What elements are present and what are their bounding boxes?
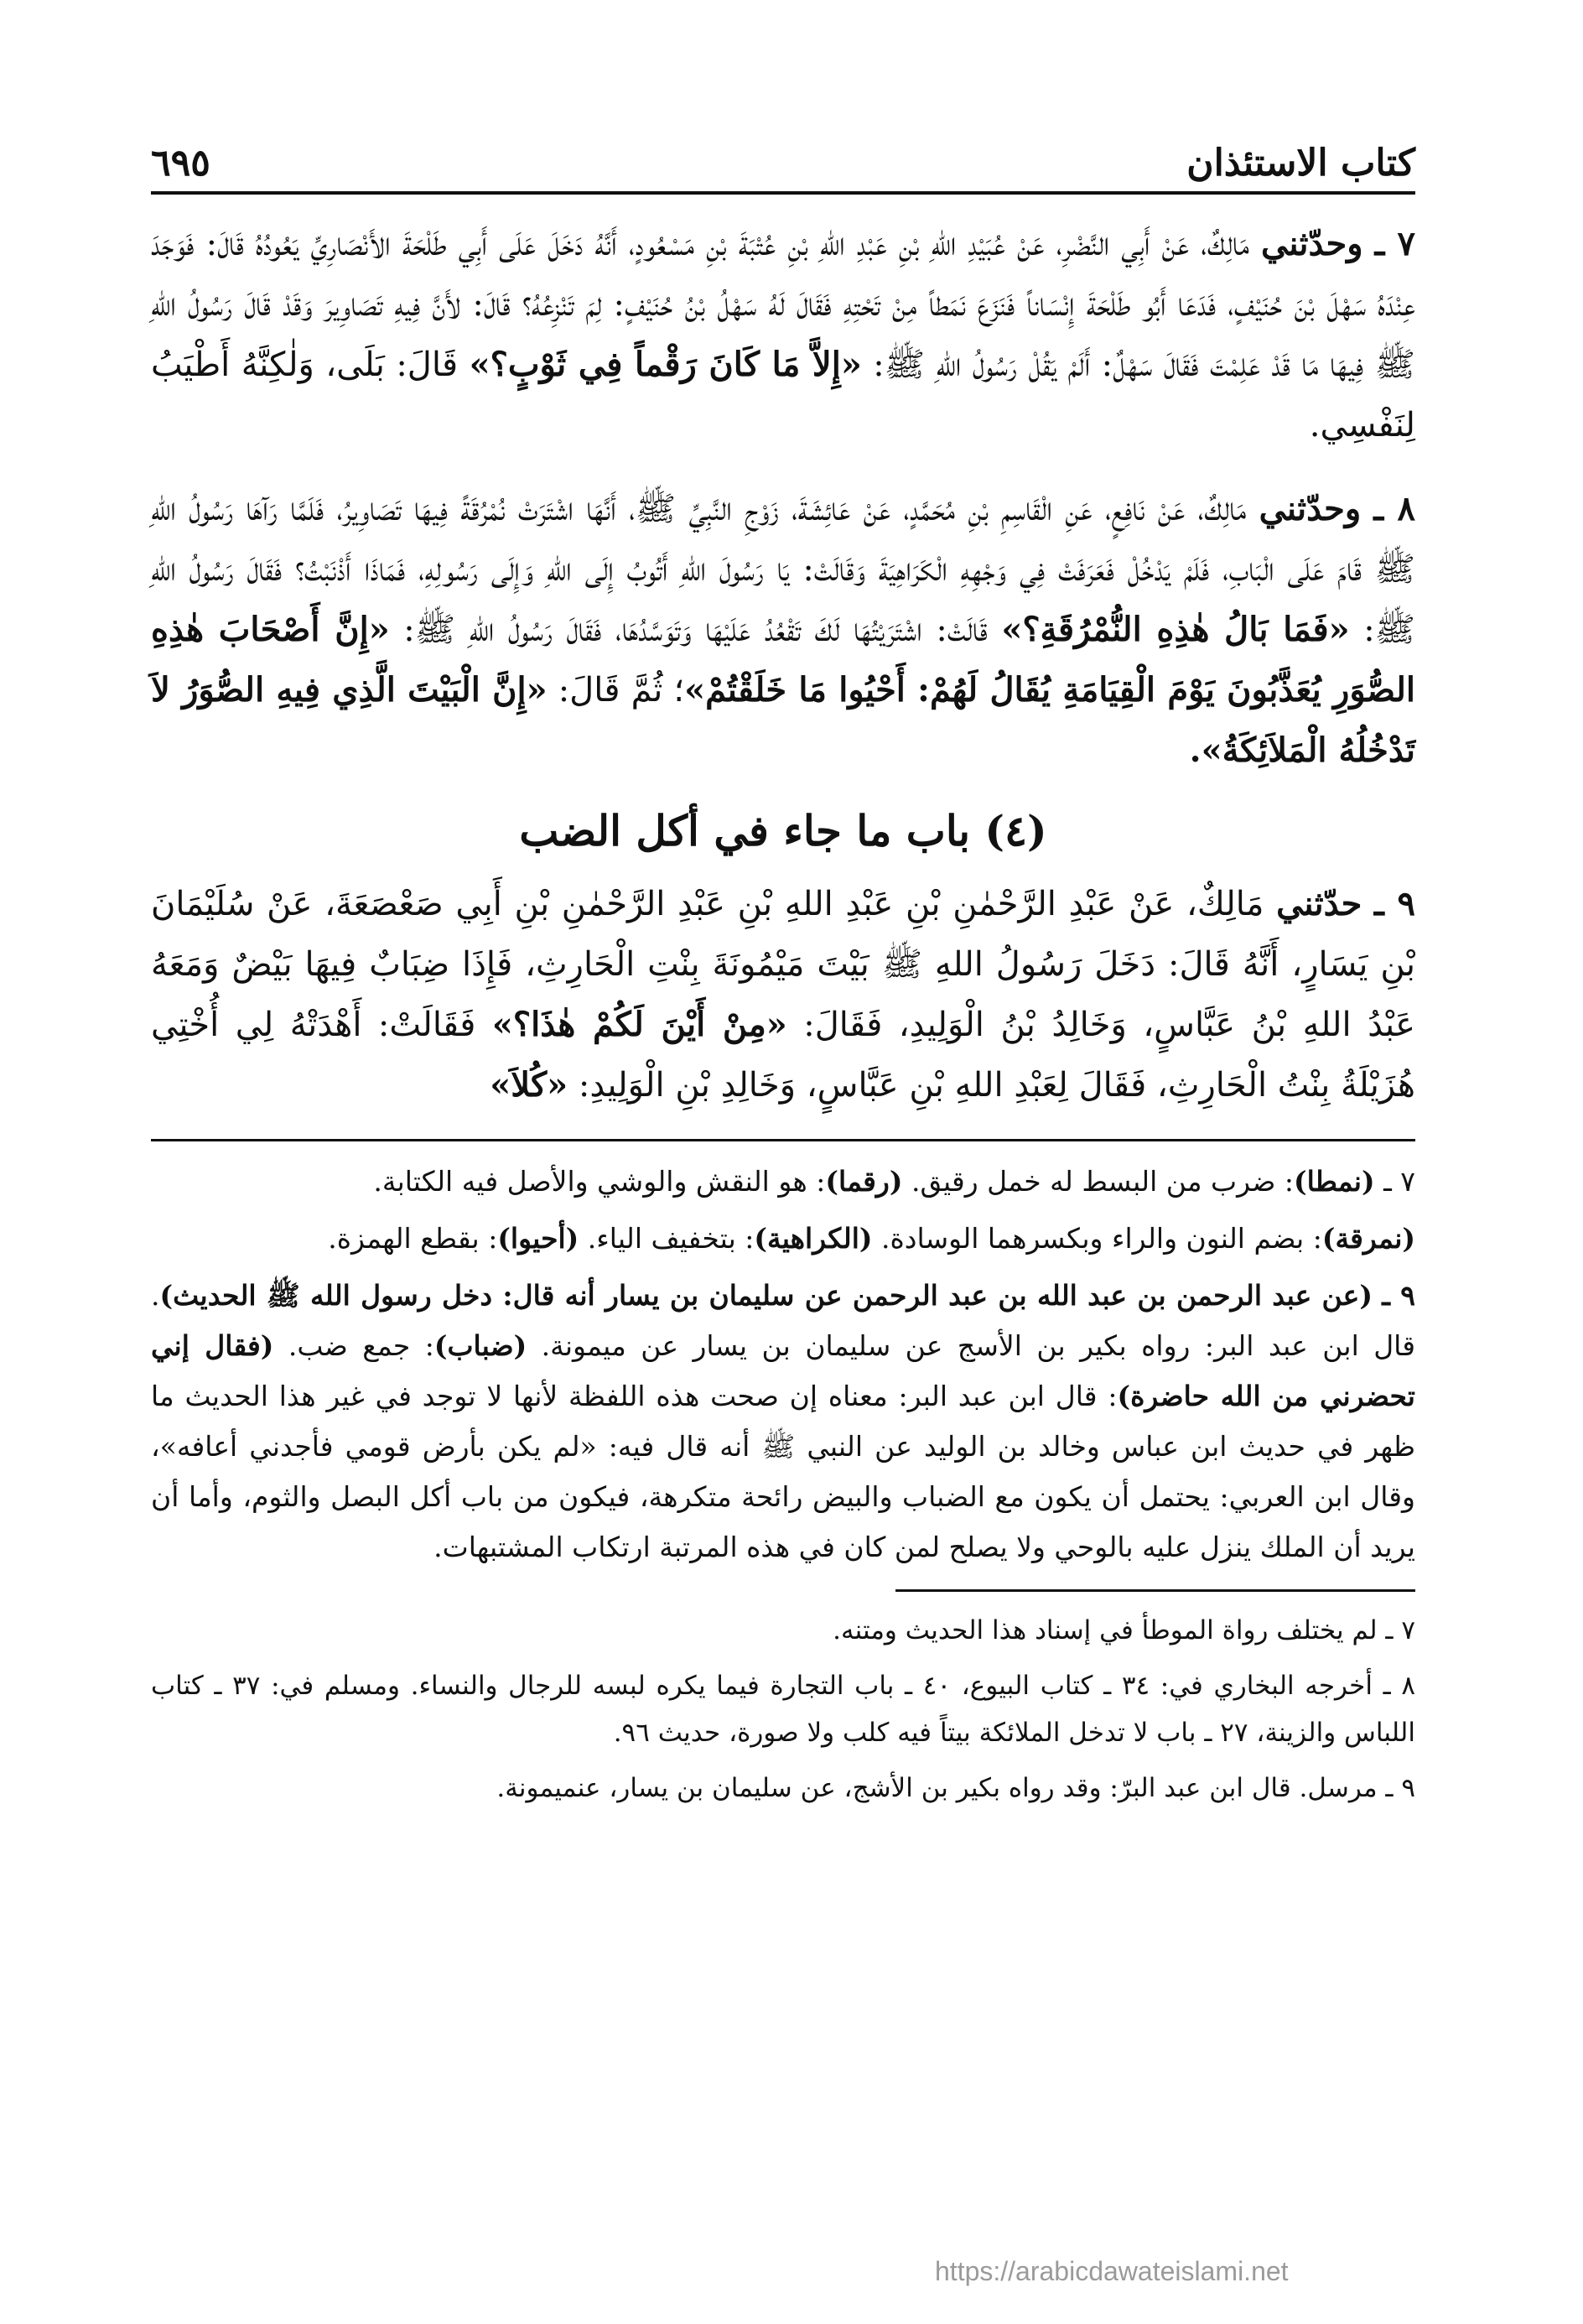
hadith-text: مَالِكٌ، عَنْ أَبِي النَّضْرِ، عَنْ عُبَيْدِ اللهِ بْنِ عَبْدِ اللهِ بْنِ عُتْبَةَ بْنِ مَسْعُودٍ، أَنَّهُ دَخَلَ عَلَى أَبِي طَلْحَةَ الأَنْصَارِيِّ يَعُودُهُ قَالَ: فَوَجَدَ عِنْدَهُ سَهْلَ بْنَ حُنَيْفٍ، فَدَعَا أَبُو طَلْحَةَ إِنْسَاناً فَنَزَعَ نَمَطاً مِنْ تَحْتِهِ فَقَالَ لَهُ سَهْلُ بْنُ حُنَيْفٍ: لِمَ تَنْزِعُهُ؟ قَالَ: لأَنَّ فِيهِ تَصَاوِيرَ وَقَدْ قَالَ رَسُولُ اللهِ ﷺ فِيهَا مَا قَدْ عَلِمْتَ فَقَالَ سَهْلٌ: أَلَمْ يَقُلْ رَسُولُ اللهِ ﷺ: bbox=[151, 225, 1415, 384]
note-8 bbox=[151, 1214, 1415, 1264]
page-content bbox=[151, 214, 1415, 1820]
note-text: : هو النقش والوشي والأصل فيه الكتابة. bbox=[373, 1165, 826, 1198]
note-number: ٧ ـ bbox=[1383, 1165, 1415, 1198]
hadith-quote: «إِنَّ الْبَيْتَ الَّذِي فِيهِ الصُّوَرُ لاَ تَدْخُلُهُ الْمَلاَئِكَةُ». bbox=[151, 670, 1415, 770]
note-text: : بتخفيف الياء. bbox=[579, 1222, 755, 1255]
hadith-lead: حدّثني bbox=[1276, 884, 1362, 923]
note-text: : بضم النون والراء وبكسرهما الوسادة. bbox=[872, 1222, 1322, 1255]
hadith-text: قَالَتْ: اشْتَرَيْتُهَا لَكَ تَقْعُدُ عَلَيْهَا وَتَوَسَّدُهَا، فَقَالَ رَسُولُ اللهِ ﷺ: bbox=[389, 611, 1002, 649]
note-number: ٩ ـ bbox=[1382, 1279, 1415, 1312]
sources-divider bbox=[895, 1589, 1415, 1592]
hadith-lead: وحدّثني bbox=[1259, 489, 1362, 528]
hadith-quote: «إِلاَّ مَا كَانَ رَقْماً فِي ثَوْبٍ؟» bbox=[469, 345, 862, 384]
note-term: (نمرقة) bbox=[1321, 1222, 1415, 1255]
note-text: : بقطع الهمزة. bbox=[328, 1222, 498, 1255]
book-title: كتاب الاستئذان bbox=[1186, 142, 1415, 185]
hadith-number: ٧ ـ bbox=[1374, 224, 1415, 263]
hadith-7 bbox=[151, 214, 1415, 455]
note-term: (أحيوا) bbox=[497, 1222, 579, 1255]
hadith-quote: «إِنَّ أَصْحَابَ هٰذِهِ الصُّوَرِ يُعَذَّبُونَ يَوْمَ الْقِيَامَةِ يُقَالُ لَهُمْ: أَحْيُوا مَا خَلَقْتُمْ» bbox=[151, 610, 1415, 710]
note-term: (الكراهية) bbox=[754, 1222, 873, 1255]
footnote-divider bbox=[151, 1139, 1415, 1141]
hadith-quote: «كُلاَ» bbox=[490, 1065, 568, 1105]
hadith-number: ٩ ـ bbox=[1373, 884, 1416, 923]
source-8: ٨ ـ أخرجه البخاري في: ٣٤ ـ كتاب البيوع، ٤٠ ـ باب التجارة فيما يكره لبسه للرجال والنساء. ومسلم في: ٣٧ ـ كتاب اللباس والزينة، ٢٧ ـ باب لا تدخل الملائكة بيتاً فيه كلب ولا صورة، حديث ٩٦. bbox=[151, 1671, 1415, 1748]
note-text: : قال ابن عبد البر: معناه إن صحت هذه اللفظة لأنها لا توجد في غير هذا الحديث ما ظهر في حديث ابن عباس وخالد بن الوليد عن النبي ﷺ أنه قال فيه: «لم يكن بأرض قومي فأجدني أعافه»، وقال ابن العربي: يحتمل أن يكون مع الضباب والبيض رائحة متكرهة، فيكون من باب أكل البصل والثوم، وأما أن يريد أن الملك ينزل عليه بالوحي ولا يصلح لمن كان في هذه المرتبة ارتكاب المشتبهات. bbox=[151, 1380, 1415, 1563]
note-term: (فقال إني تحضرني من الله حاضرة) bbox=[151, 1329, 1415, 1412]
note-text: . قال ابن عبد البر: رواه بكير بن الأسج عن سليمان بن يسار عن ميمونة. bbox=[151, 1279, 1416, 1362]
hadith-text: مَالِكٌ، عَنْ نَافِعٍ، عَنِ الْقَاسِمِ بْنِ مُحَمَّدٍ، عَنْ عَائِشَةَ، زَوْجِ النَّبِيِّ ﷺ، أَنَّهَا اشْتَرَتْ نُمْرُقَةً فِيهَا تَصَاوِيرُ، فَلَمَّا رَآهَا رَسُولُ اللهِ ﷺ قَامَ عَلَى الْبَابِ، فَلَمْ يَدْخُلْ فَعَرَفَتْ فِي وَجْهِهِ الْكَرَاهِيَةَ وَقَالَتْ: يَا رَسُولَ اللهِ أَتُوبُ إِلَى اللهِ وَإِلَى رَسُولِهِ، فَمَاذَا أَذْنَبْتُ؟ فَقَالَ رَسُولُ اللهِ ﷺ: bbox=[151, 490, 1415, 649]
note-term: (رقما) bbox=[825, 1165, 903, 1198]
note-term: (عن عبد الرحمن بن عبد الله بن عبد الرحمن عن سليمان بن يسار أنه قال: دخل رسول الله ﷺ الحديث) bbox=[159, 1279, 1373, 1312]
note-term: (نمطا) bbox=[1293, 1165, 1375, 1198]
note-text: : ضرب من البسط له خمل رقيق. bbox=[902, 1165, 1294, 1198]
hadith-quote: «مِنْ أَيْنَ لَكُمْ هٰذَا؟» bbox=[491, 1005, 787, 1044]
note-9 bbox=[151, 1271, 1415, 1573]
hadith-9 bbox=[151, 874, 1415, 1115]
chapter-heading: (٤) باب ما جاء في أكل الضب bbox=[519, 806, 1047, 855]
watermark-url: https://arabicdawateislami.net bbox=[935, 2256, 1289, 2286]
hadith-text: مَالِكٌ، عَنْ عَبْدِ الرَّحْمٰنِ بْنِ عَبْدِ اللهِ بْنِ عَبْدِ الرَّحْمٰنِ بْنِ أَبِي صَعْصَعَةَ، عَنْ سُلَيْمَانَ بْنِ يَسَارٍ، أَنَّهُ قَالَ: دَخَلَ رَسُولُ اللهِ ﷺ بَيْتَ مَيْمُونَةَ بِنْتِ الْحَارِثِ، فَإِذَا ضِبَابٌ فِيهَا بَيْضٌ وَمَعَهُ عَبْدُ اللهِ بْنُ عَبَّاسٍ، وَخَالِدُ بْنُ الْوَلِيدِ، فَقَالَ: bbox=[151, 885, 1415, 1044]
page-number: ٦٩٥ bbox=[151, 142, 210, 185]
hadith-text: قَالَ: بَلَى، وَلٰكِنَّهُ أَطْيَبُ لِنَفْسِي. bbox=[151, 346, 1415, 445]
hadith-text: ؛ ثُمَّ قَالَ: bbox=[547, 671, 685, 710]
note-7 bbox=[151, 1157, 1415, 1207]
note-text: : جمع ضب. bbox=[273, 1329, 434, 1362]
hadith-quote: «فَمَا بَالُ هٰذِهِ النُّمْرُقَةِ؟» bbox=[1001, 610, 1350, 649]
hadith-text: فَقَالَتْ: أَهْدَتْهُ لِي أُخْتِي هُزَيْلَةُ بِنْتُ الْحَارِثِ، فَقَالَ لِعَبْدِ اللهِ بْنِ عَبَّاسٍ، وَخَالِدِ بْنِ الْوَلِيدِ: bbox=[151, 1006, 1415, 1105]
hadith-8 bbox=[151, 479, 1415, 781]
source-7: ٧ ـ لم يختلف رواة الموطأ في إسناد هذا الحديث ومتنه. bbox=[833, 1615, 1415, 1646]
hadith-lead: وحدّثني bbox=[1260, 224, 1363, 263]
hadith-number: ٨ ـ bbox=[1373, 489, 1415, 528]
page-header bbox=[151, 126, 1415, 195]
note-term: (ضباب) bbox=[433, 1329, 527, 1362]
source-9: ٩ ـ مرسل. قال ابن عبد البرّ: وقد رواه بكير بن الأشج، عن سليمان بن يسار، عنميمونة. bbox=[496, 1773, 1415, 1803]
